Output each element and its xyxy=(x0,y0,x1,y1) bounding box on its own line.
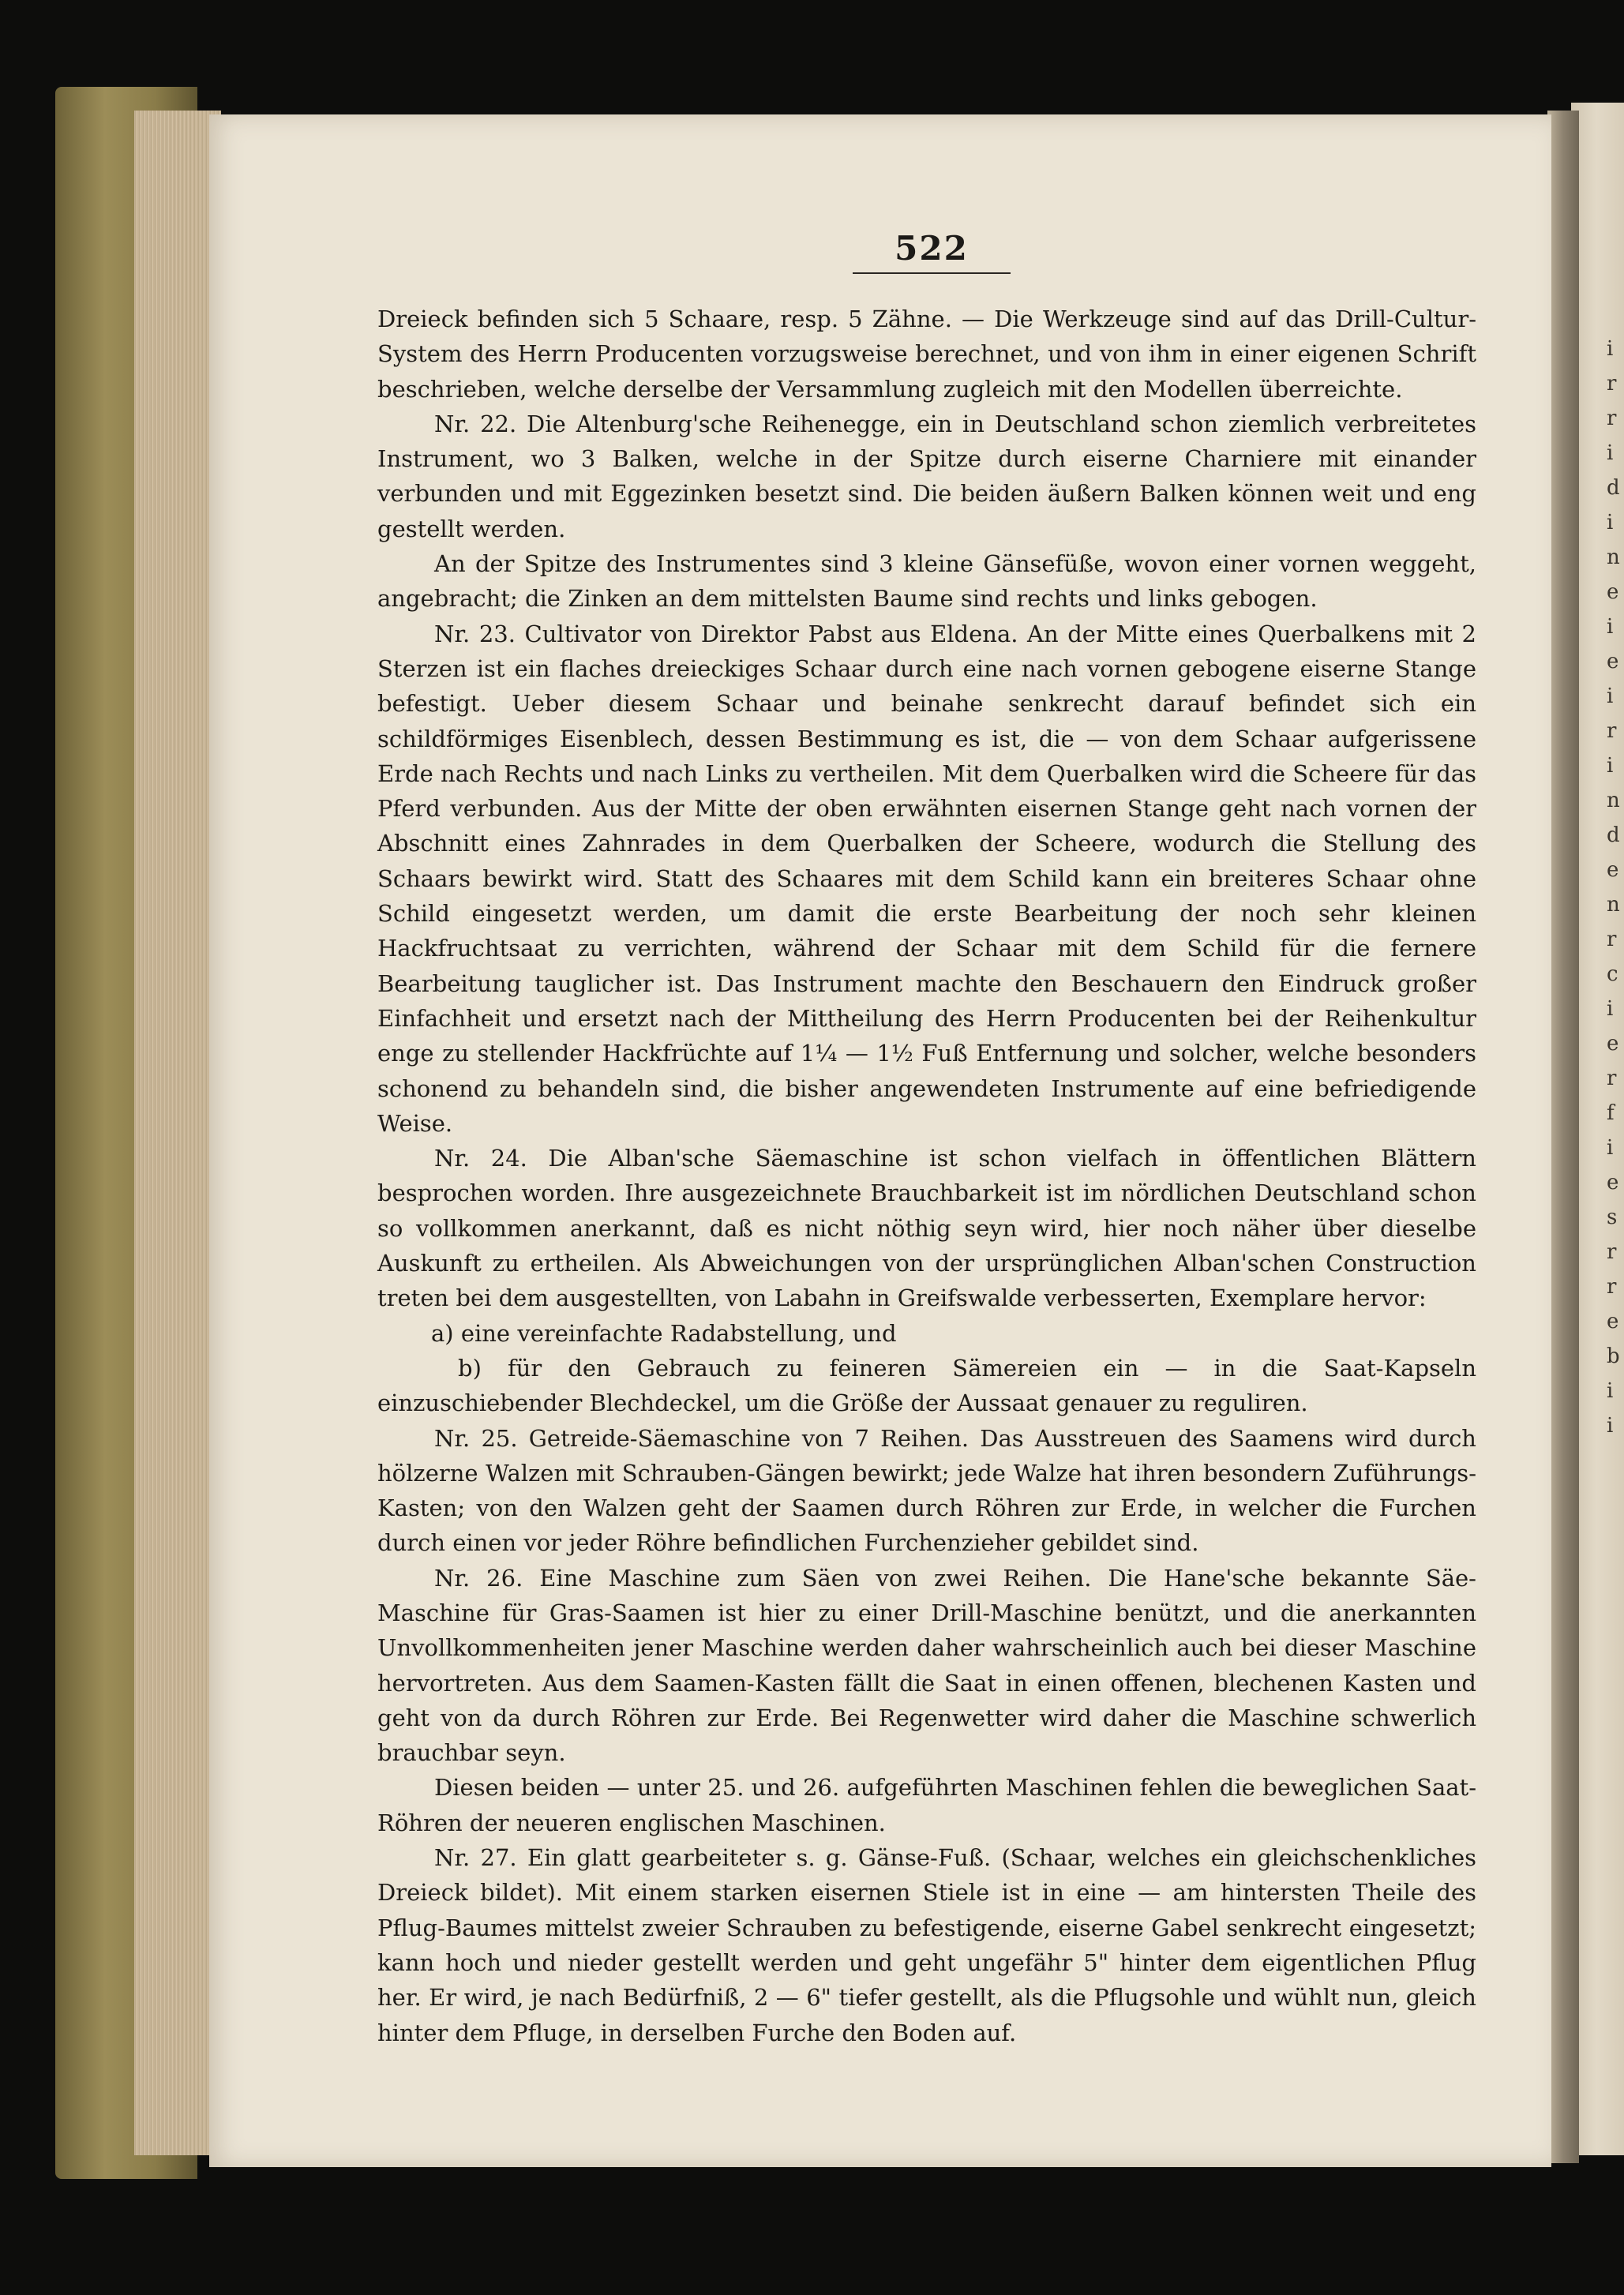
facing-page-fragment: r xyxy=(1607,1275,1617,1299)
facing-page-fragment: i xyxy=(1607,511,1614,534)
book-page-edges xyxy=(134,111,221,2155)
facing-page-fragment: e xyxy=(1607,1310,1619,1333)
facing-page-fragment: i xyxy=(1607,615,1614,639)
facing-page-fragment: d xyxy=(1607,823,1620,847)
facing-page-fragment: r xyxy=(1607,372,1617,396)
paragraph: Diesen beiden — unter 25. und 26. aufgeführten Maschinen fehlen die beweglichen Saat-Röhren der neueren englischen Maschinen. xyxy=(377,1774,1476,1836)
facing-page-fragment: e xyxy=(1607,1032,1619,1056)
facing-page-fragment: i xyxy=(1607,1379,1614,1403)
facing-page-fragment: e xyxy=(1607,1171,1619,1194)
facing-page-fragment: r xyxy=(1607,1067,1617,1090)
paragraph: Nr. 24. Die Alban'sche Säemaschine ist schon vielfach in öffentlichen Blättern besprochen worden. Ihre ausgezeichnete Brauchbarkeit ist im nördlichen Deutschland schon so vollkommen anerkannt, daß es nicht nöthig seyn wird, hier noch näher über dieselbe Auskunft zu ertheilen. Als Abweichungen von der ursprünglichen Alban'schen Construction treten bei dem ausgestellten, von Labahn in Greifswalde verbesserten, Exemplare hervor: xyxy=(377,1145,1476,1312)
page-number-rule xyxy=(853,272,1011,274)
facing-page-fragment: r xyxy=(1607,1240,1617,1264)
paragraph: Nr. 23. Cultivator von Direktor Pabst aus Eldena. An der Mitte eines Querbalkens mit 2 Sterzen ist ein flaches dreieckiges Schaar durch eine nach vornen gebogene eiserne Stange befestigt. Ueber diesem Schaar und beinahe senkrecht darauf befindet sich ein schildförmiges Eisenblech, dessen Bestimmung es ist, die — von dem Schaar aufgerissene Erde nach Rechts und nach Links zu vertheilen. Mit dem Querbalken wird die Scheere für das Pferd verbunden. Aus der Mitte der oben erwähnten eisernen Stange geht nach vornen der Abschnitt eines Zahnrades in dem Querbalken der Scheere, wodurch die Stellung des Schaars bewirkt wird. Statt des Schaares mit dem Schild kann ein breiteres Schaar ohne Schild eingesetzt werden, um damit die erste Bearbeitung der noch sehr kleinen Hackfruchtsaat zu verrichten, während der Schaar mit dem Schild für die fernere Bearbeitung tauglicher ist. Das Instrument machte den Beschauern den Eindruck großer Einfachheit und ersetzt nach der Mittheilung des Herrn Producenten bei der Reihenkultur enge zu stellender Hackfrüchte auf 1¼ — 1½ Fuß Entfernung und solcher, welche besonders schonend zu behandeln sind, die bisher angewendeten Instrumente auf eine befriedigende Weise. xyxy=(377,620,1476,1137)
book-gutter xyxy=(1547,111,1579,2163)
facing-page-fragment: i xyxy=(1607,997,1614,1021)
facing-page-fragment: r xyxy=(1607,407,1617,430)
facing-page-fragment: e xyxy=(1607,650,1619,673)
paragraph: b) für den Gebrauch zu feineren Sämereien ein — in die Saat-Kapseln einzuschiebender Blechdeckel, um die Größe der Aussaat genauer zu reguliren. xyxy=(377,1354,1476,1417)
facing-page-fragment: n xyxy=(1607,546,1620,569)
paragraph: Nr. 25. Getreide-Säemaschine von 7 Reihen. Das Ausstreuen des Saamens wird durch hölzerne Walzen mit Schrauben-Gängen bewirkt; jede Walze hat ihren besondern Zuführungs-Kasten; von den Walzen geht der Saamen durch Röhren zur Erde, in welcher die Furchen durch einen vor jeder Röhre befindlichen Furchenzieher gebildet sind. xyxy=(377,1424,1476,1557)
page-number: 522 xyxy=(895,229,969,268)
paragraph: Nr. 27. Ein glatt gearbeiteter s. g. Gänse-Fuß. (Schaar, welches ein gleichschenkliches Dreieck bildet). Mit einem starken eisernen Stiele ist in eine — am hintersten Theile des Pflug-Baumes mittelst zweier Schrauben zu befestigende, eiserne Gabel senkrecht eingesetzt; kann hoch und nieder gestellt werden und geht ungefähr 5" hinter dem eigentlichen Pflug her. Er wird, je nach Bedürfniß, 2 — 6" tiefer gestellt, als die Pflugsohle und wühlt nun, gleich hinter dem Pfluge, in derselben Furche den Boden auf. xyxy=(377,1844,1476,2046)
facing-page-fragments xyxy=(1607,332,1624,1443)
facing-page-fragment: i xyxy=(1607,684,1614,708)
facing-page-fragment: i xyxy=(1607,337,1614,361)
paragraph: Nr. 22. Die Altenburg'sche Reihenegge, ein in Deutschland schon ziemlich verbreitetes Instrument, wo 3 Balken, welche in der Spitze durch eiserne Charniere mit einander verbunden und mit Eggezinken besetzt sind. Die beiden äußern Balken können weit und eng gestellt werden. xyxy=(377,410,1476,542)
paragraph: a) eine vereinfachte Radabstellung, und xyxy=(431,1319,897,1347)
facing-page-fragment: e xyxy=(1607,580,1619,604)
facing-page-fragment: e xyxy=(1607,858,1619,882)
page-body-text xyxy=(377,302,1476,2050)
facing-page-fragment: n xyxy=(1607,789,1620,812)
facing-page-fragment: b xyxy=(1607,1344,1620,1368)
facing-page-fragment: c xyxy=(1607,962,1618,986)
paragraph: Nr. 26. Eine Maschine zum Säen von zwei Reihen. Die Hane'sche bekannte Säe-Maschine für Gras-Saamen ist hier zu einer Drill-Maschine benützt, und die anerkannten Unvollkommenheiten jener Maschine werden daher wahrscheinlich auch bei dieser Maschine hervortreten. Aus dem Saamen-Kasten fällt die Saat in einen offenen, blechenen Kasten und geht von da durch Röhren zur Erde. Bei Regenwetter wird daher die Maschine schwerlich brauchbar seyn. xyxy=(377,1564,1476,1767)
facing-page-fragment: r xyxy=(1607,928,1617,951)
facing-page-fragment: i xyxy=(1607,1414,1614,1438)
facing-page-fragment: s xyxy=(1607,1206,1618,1229)
facing-page-fragment: i xyxy=(1607,754,1614,778)
facing-page-fragment: i xyxy=(1607,1136,1614,1160)
facing-page-fragment: i xyxy=(1607,441,1614,465)
facing-page-fragment: n xyxy=(1607,893,1620,917)
facing-page-fragment: r xyxy=(1607,719,1617,743)
paragraph: Dreieck befinden sich 5 Schaare, resp. 5 Zähne. — Die Werkzeuge sind auf das Drill-Cultur-System des Herrn Producenten vorzugsweise berechnet, und von ihm in einer eigenen Schrift beschrieben, welche derselbe der Versammlung zugleich mit den Modellen überreichte. xyxy=(377,306,1476,403)
facing-page-fragment: f xyxy=(1607,1101,1615,1125)
paragraph: An der Spitze des Instrumentes sind 3 kleine Gänsefüße, wovon einer vornen weggeht, angebracht; die Zinken an dem mittelsten Baume sind rechts und links gebogen. xyxy=(377,550,1476,613)
facing-page-fragment: d xyxy=(1607,476,1620,500)
